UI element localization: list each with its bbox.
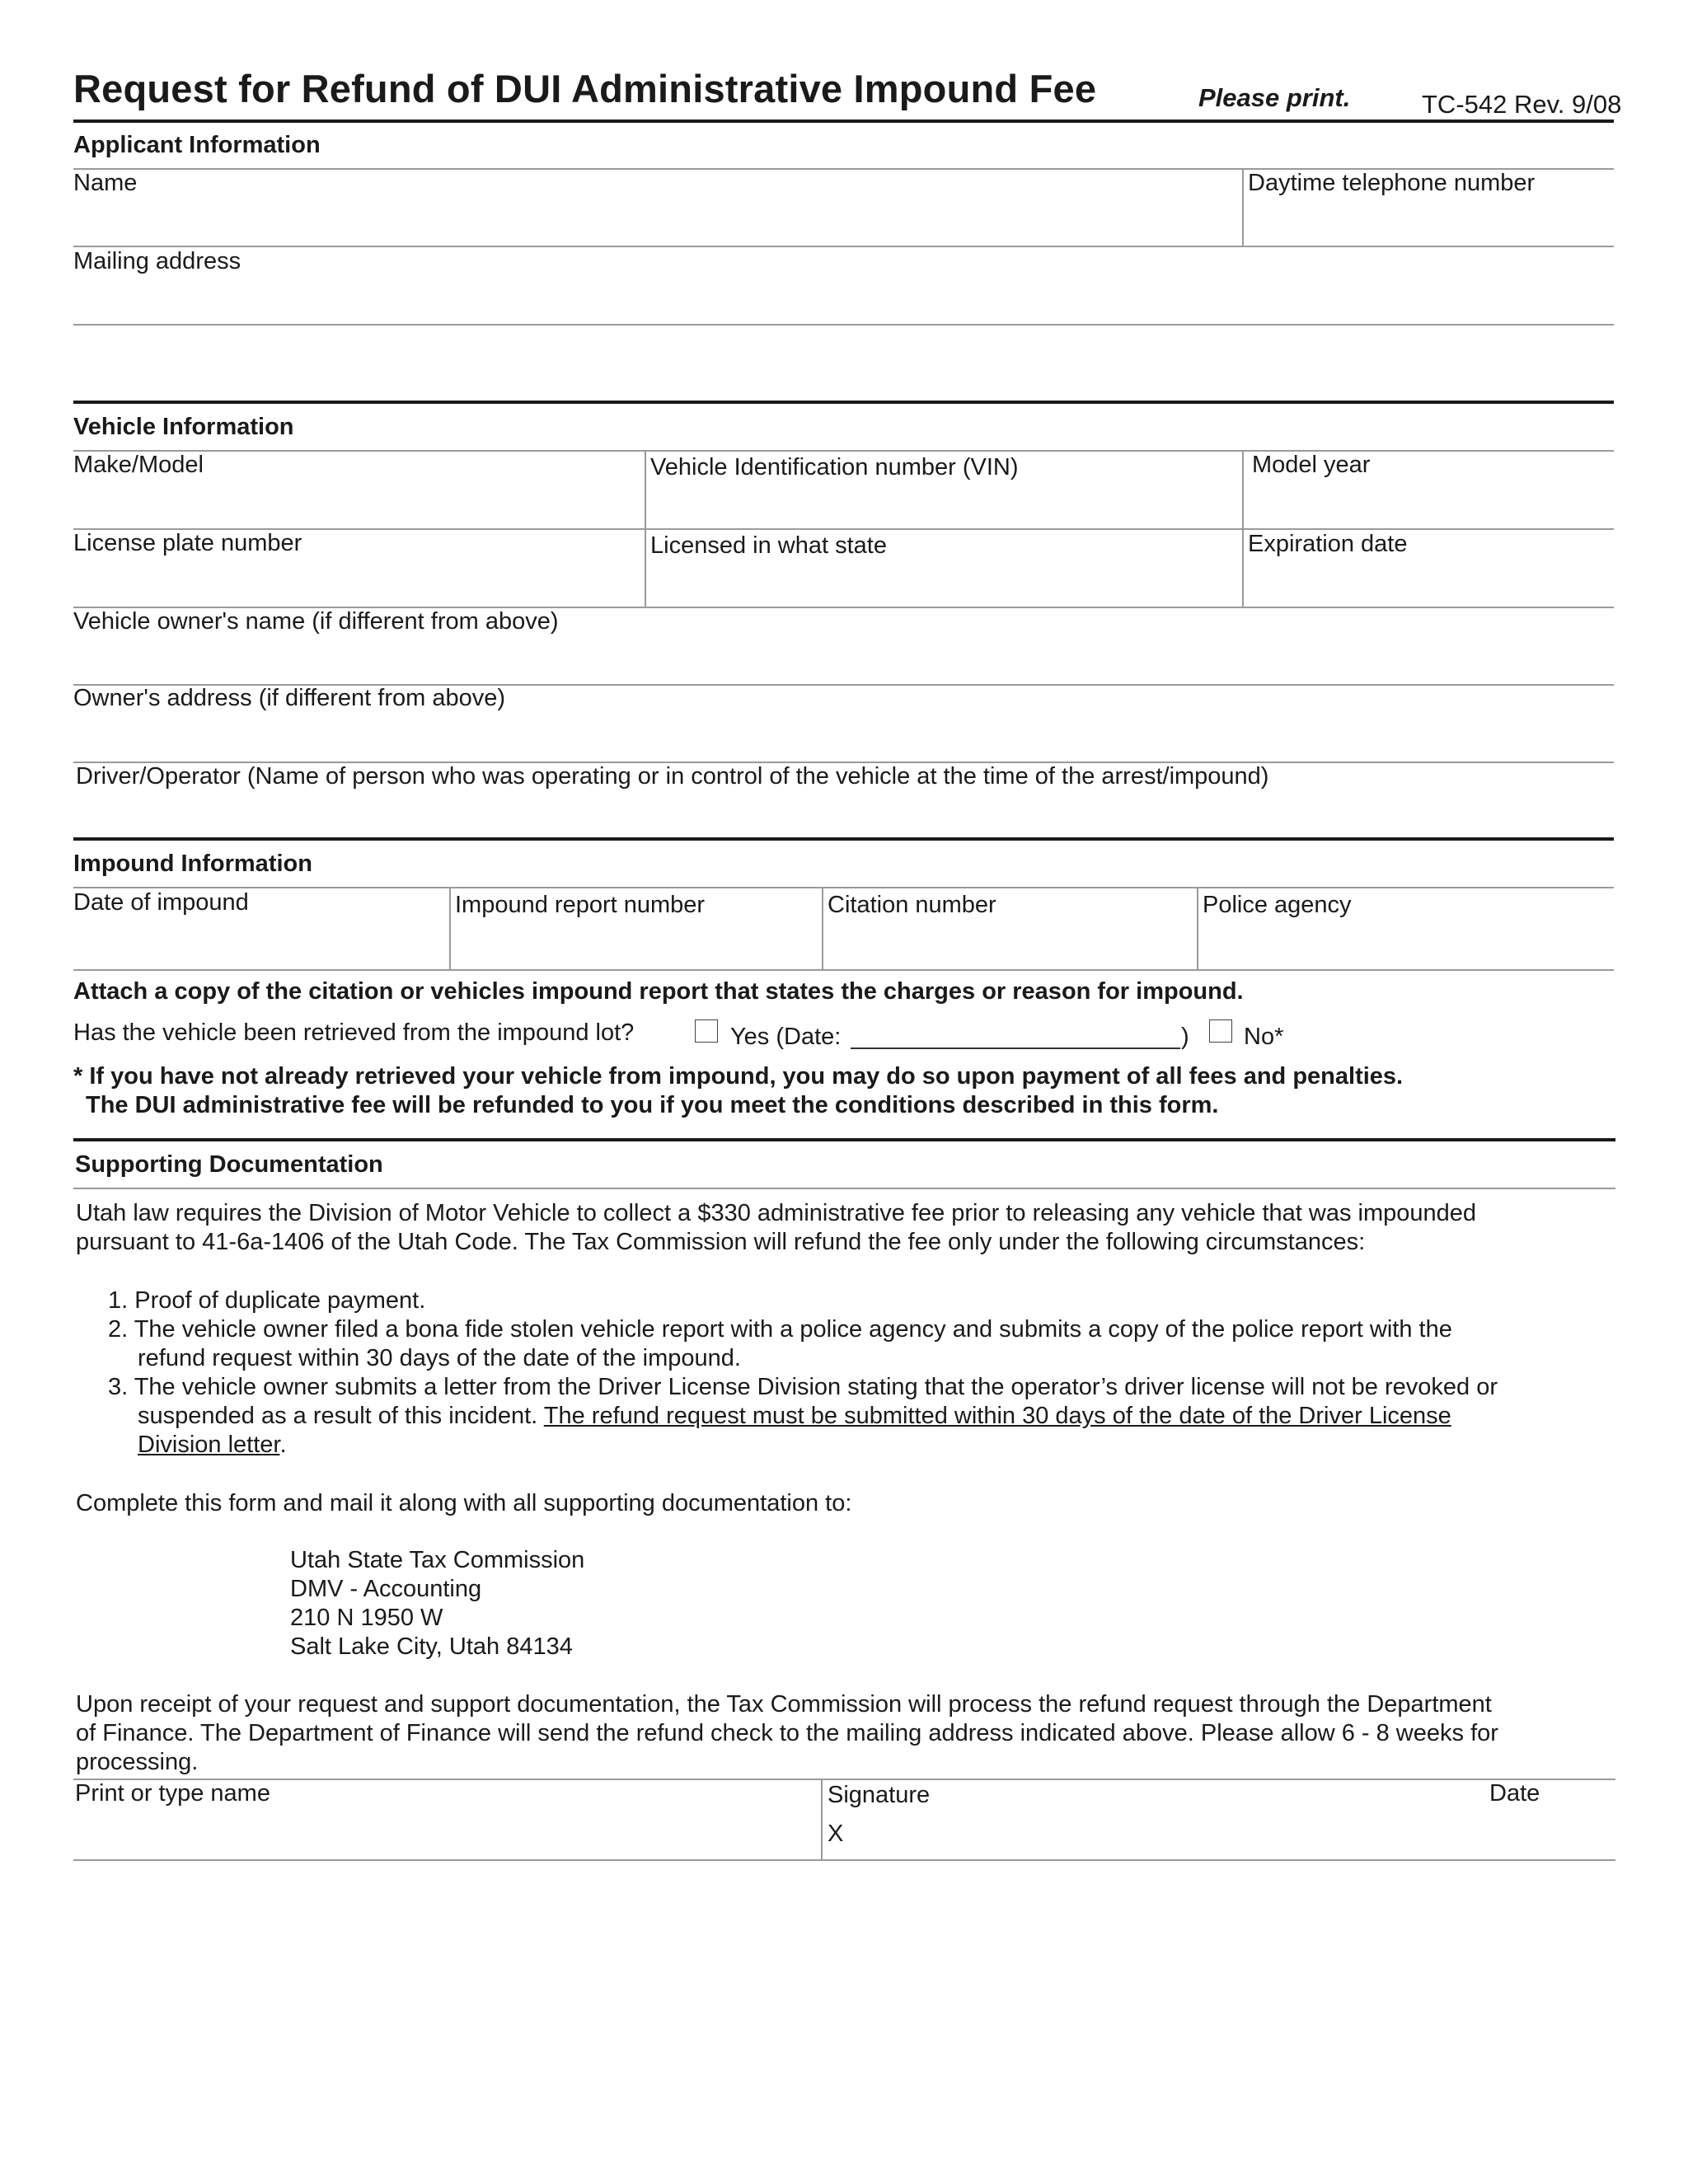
mailing-address-line-2: DMV - Accounting (290, 1576, 482, 1602)
impound-report-field[interactable] (455, 921, 818, 968)
owner-name-label: Vehicle owner's name (if different from above) (73, 608, 559, 635)
list-item-3-line-3 (138, 1431, 287, 1459)
deadline-underlined-text-end: Division letter (138, 1432, 280, 1458)
signature-x-mark: X (828, 1821, 844, 1847)
divider (1197, 887, 1198, 969)
closing-line-1: Upon receipt of your request and support documentation, the Tax Commission will process the refund request through the Department (76, 1691, 1492, 1718)
vehicle-heading: Vehicle Information (73, 414, 294, 440)
print-name-label: Print or type name (75, 1780, 270, 1807)
list-item-3-period: . (279, 1432, 287, 1458)
driver-operator-label: Driver/Operator (Name of person who was operating or in control of the vehicle at the time of the arrest/impound) (76, 763, 1269, 790)
mailing-address-line-3: 210 N 1950 W (290, 1605, 443, 1631)
yes-label: Yes (Date: (730, 1024, 842, 1050)
divider (73, 324, 1614, 326)
form-id: TC-542 Rev. 9/08 (1422, 90, 1622, 119)
no-label: No* (1244, 1024, 1284, 1050)
section-rule (73, 837, 1614, 841)
make-model-label: Make/Model (73, 452, 204, 478)
citation-number-field[interactable] (828, 921, 1194, 968)
make-model-field[interactable] (73, 480, 642, 525)
divider (73, 1859, 1615, 1861)
print-name-field[interactable] (75, 1810, 817, 1858)
closing-line-3: processing. (76, 1749, 199, 1775)
name-field[interactable] (73, 198, 1236, 243)
section-rule (73, 401, 1614, 404)
model-year-label: Model year (1252, 452, 1371, 478)
form-title: Request for Refund of DUI Administrative Impound Fee (73, 67, 1097, 110)
model-year-field[interactable] (1248, 480, 1611, 525)
footnote-line-1: * If you have not already retrieved your vehicle from impound, you may do so upon payment of all fees and penalties. (73, 1063, 1404, 1090)
impound-heading: Impound Information (73, 851, 312, 877)
license-plate-field[interactable] (73, 559, 642, 604)
mail-instruction: Complete this form and mail it along with all supporting documentation to: (76, 1490, 852, 1516)
divider (73, 969, 1614, 971)
yes-close-paren: ) (1181, 1024, 1189, 1050)
intro-line-2: pursuant to 41-6a-1406 of the Utah Code. The Tax Commission will refund the fee only under the following circumstances: (76, 1229, 1366, 1255)
signature-field[interactable] (852, 1813, 1479, 1858)
expiration-date-label: Expiration date (1248, 531, 1408, 557)
title-rule (73, 120, 1614, 123)
list-item-3-line-1: 3. The vehicle owner submits a letter from the Driver License Division stating that the operator’s driver license will not be revoked or (108, 1374, 1498, 1400)
section-rule (73, 1138, 1615, 1141)
phone-label: Daytime telephone number (1248, 170, 1536, 196)
divider (73, 1779, 1615, 1780)
intro-line-1: Utah law requires the Division of Motor Vehicle to collect a $330 administrative fee prior to releasing any vehicle that was impounded (76, 1200, 1477, 1226)
list-item-2-line-1: 2. The vehicle owner filed a bona fide stolen vehicle report with a police agency and submits a copy of the police report with the (108, 1316, 1452, 1343)
retrieved-date-field[interactable] (851, 1024, 1180, 1049)
licensed-state-label: Licensed in what state (650, 532, 887, 559)
impound-date-field[interactable] (73, 918, 448, 968)
closing-line-2: of Finance. The Department of Finance will send the refund check to the mailing address indicated above. Please allow 6 - 8 weeks for (76, 1720, 1498, 1746)
mailing-address-field[interactable] (73, 277, 1611, 322)
mailing-address-label: Mailing address (73, 248, 241, 274)
divider (73, 1188, 1615, 1189)
mailing-address-line-4: Salt Lake City, Utah 84134 (290, 1633, 573, 1660)
retrieved-question: Has the vehicle been retrieved from the impound lot? (73, 1019, 635, 1046)
no-checkbox[interactable] (1209, 1019, 1232, 1043)
vin-label: Vehicle Identification number (VIN) (650, 454, 1019, 480)
divider (73, 246, 1614, 247)
driver-operator-field[interactable] (73, 793, 1611, 836)
list-item-3-line-2 (138, 1402, 1451, 1430)
divider (822, 887, 823, 969)
licensed-state-field[interactable] (650, 560, 1236, 604)
owner-address-field[interactable] (73, 714, 1611, 759)
divider (821, 1779, 823, 1861)
police-agency-label: Police agency (1203, 892, 1352, 918)
footnote-line-2: The DUI administrative fee will be refunded to you if you meet the conditions described in this form. (86, 1092, 1219, 1118)
date-label: Date (1489, 1780, 1540, 1807)
signature-date-field[interactable] (1484, 1813, 1611, 1858)
please-print-note: Please print. (1198, 83, 1351, 112)
expiration-date-field[interactable] (1248, 559, 1611, 604)
phone-field[interactable] (1248, 198, 1611, 243)
license-plate-label: License plate number (73, 530, 302, 556)
yes-checkbox[interactable] (695, 1019, 718, 1043)
signature-label: Signature (828, 1782, 931, 1808)
citation-number-label: Citation number (828, 892, 996, 918)
attach-note: Attach a copy of the citation or vehicles impound report that states the charges or reason for impound. (73, 978, 1244, 1005)
applicant-heading: Applicant Information (73, 132, 321, 158)
vin-field[interactable] (650, 483, 1236, 526)
mailing-address-line-1: Utah State Tax Commission (290, 1547, 585, 1573)
name-label: Name (73, 170, 138, 196)
police-agency-field[interactable] (1203, 921, 1611, 968)
divider (449, 887, 451, 969)
deadline-underlined-text: The refund request must be submitted within 30 days of the date of the Driver License (543, 1403, 1451, 1429)
list-item-3-plain-text: suspended as a result of this incident. (138, 1403, 544, 1429)
divider (1242, 168, 1244, 246)
list-item-2-line-2: refund request within 30 days of the date of the impound. (138, 1345, 741, 1371)
divider (73, 887, 1614, 888)
divider (73, 450, 1614, 452)
owner-name-field[interactable] (73, 637, 1611, 682)
impound-report-label: Impound report number (455, 892, 706, 918)
supporting-heading: Supporting Documentation (75, 1151, 383, 1178)
list-item-1: 1. Proof of duplicate payment. (108, 1287, 426, 1314)
owner-address-label: Owner's address (if different from above) (73, 685, 505, 711)
impound-date-label: Date of impound (73, 889, 249, 916)
